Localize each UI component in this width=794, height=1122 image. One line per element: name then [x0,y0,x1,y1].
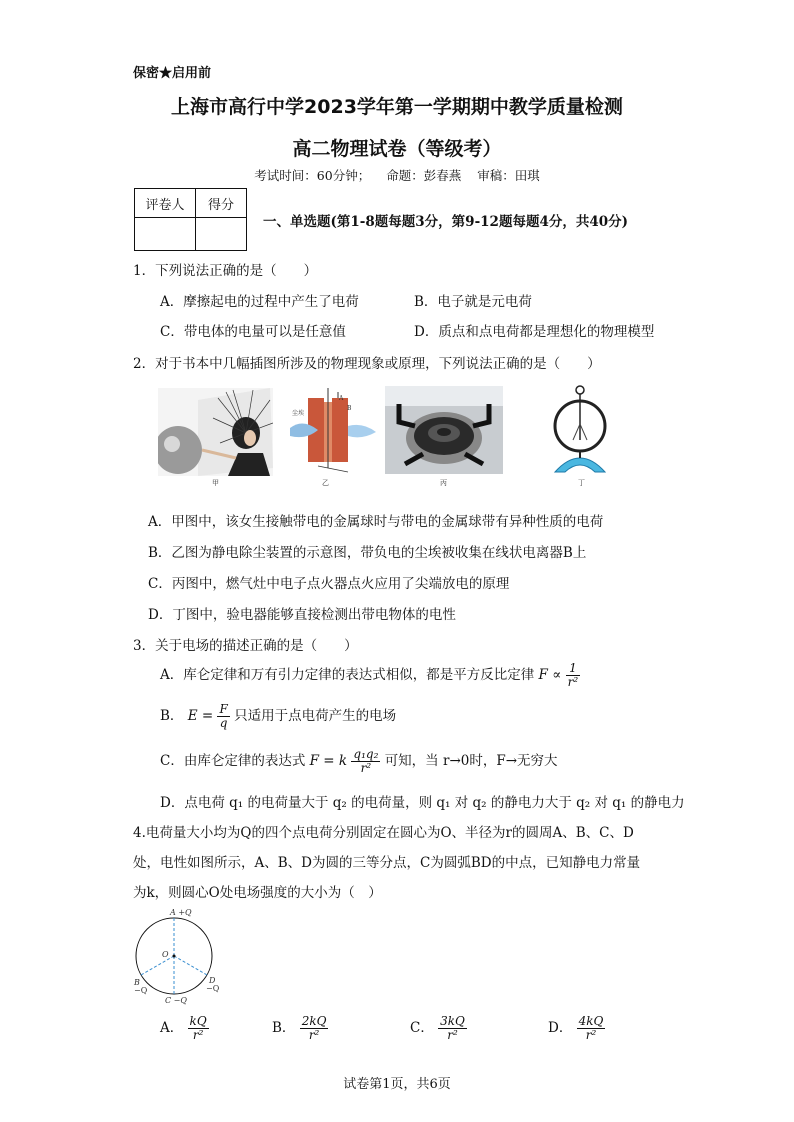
q3-option-c-text3: r→0时，F→无穷大 [442,753,558,769]
figure-yi-dust-label: 尘埃 [292,410,305,417]
exam-time: 考试时间：60分钟； [254,168,371,183]
q4-label-a: A +Q [170,908,192,917]
score-table-grader-cell[interactable] [135,218,196,251]
score-table-grader-header: 评卷人 [135,189,196,218]
q3-option-b[interactable]: B． E = $\frac{F}{q}$ 只适用于点电荷产生的电场 [160,702,397,730]
figure-yi-caption: 乙 [322,479,329,487]
q4-label-o: O [162,950,169,959]
score-table [134,188,247,251]
figure-yi-dust-collector [288,388,378,478]
page-footer: 试卷第1页，共6页 [343,1077,451,1092]
q4-option-b-num: 2kQ [301,1014,327,1028]
q3-option-d[interactable]: D．点电荷 q₁ 的电荷量大于 q₂ 的电荷量，则 q₁ 对 q₂ 的静电力大于 q₂ 对 q₁ 的静电力 [160,795,685,811]
score-table-score-cell[interactable] [196,218,247,251]
q1-stem: 1．下列说法正确的是（ ） [133,263,318,279]
q4-option-a-num: kQ [189,1014,207,1028]
q3-option-c-text1: C．由库仑定律的表达式 [160,753,306,769]
q4-stem-line1: 4.电荷量大小均为Q的四个点电荷分别固定在圆心为O、半径为r的圆周A、B、C、D [133,825,634,841]
q3-option-c[interactable]: C．由库仑定律的表达式 F = k $\frac{\text{q₁q₂}}{\text{r²}}$ 可知，当 r→0时，F→无穷大 [160,747,558,775]
q4-stem-line3: 为k，则圆心O处电场强度的大小为（ ） [133,885,382,901]
q3-option-c-fraction: $\frac{\text{q₁q₂}}{\text{r²}}$ [353,747,379,775]
section-heading: 一、单选题(第1-8题每题3分，第9-12题每题4分，共40分) [263,214,629,230]
q3-option-b-text: 只适用于点电荷产生的电场 [234,708,397,724]
figure-yi-plate-b-label: B [347,405,352,412]
q4-option-c[interactable] [410,1015,467,1042]
q4-option-a-den: r² [192,1028,204,1042]
q4-option-b-label: B． [272,1020,296,1036]
figure-jia-caption: 甲 [212,479,219,487]
q3-option-a-text: A．库仑定律和万有引力定律的表达式相似，都是平方反比定律 [160,667,535,683]
q4-option-a[interactable] [160,1015,209,1042]
q4-option-d[interactable] [548,1015,605,1042]
q1-option-d[interactable]: D．质点和点电荷都是理想化的物理模型 [414,324,655,340]
q4-label-d: D [209,976,216,985]
exam-author: 命题：彭春燕 [386,168,462,183]
q1-option-c[interactable]: C．带电体的电量可以是任意值 [160,324,346,340]
figure-bing-caption: 丙 [440,479,447,487]
confidential-mark: 保密★启用前 [133,66,212,81]
q3-option-a-formula: F ∝ [538,667,562,683]
q4-option-b-den: r² [308,1028,320,1042]
q4-option-a-label: A． [160,1020,184,1036]
q3-stem: 3．关于电场的描述正确的是（ ） [133,638,358,654]
q4-option-d-label: D． [548,1020,573,1036]
q4-option-c-label: C． [410,1020,434,1036]
q2-option-a[interactable]: A．甲图中，该女生接触带电的金属球时与带电的金属球带有异种性质的电荷 [148,514,604,530]
q4-label-d-charge: −Q [206,984,220,993]
q4-option-b[interactable] [272,1015,328,1042]
exam-meta [0,166,794,184]
q3-option-c-text2: 可知，当 [384,753,439,769]
figure-bing-gas-stove [385,386,503,474]
q2-option-d[interactable]: D．丁图中，验电器能够直接检测出带电物体的电性 [148,607,456,623]
q4-label-b: B [134,978,140,987]
q4-stem-line2: 处，电性如图所示，A、B、D为圆的三等分点，C为圆弧BD的中点，已知静电力常量 [133,855,641,871]
q4-option-c-num: 3kQ [440,1014,465,1028]
figure-ding-electroscope [545,384,615,476]
q4-label-c: C −Q [165,996,187,1005]
q3-option-a[interactable] [160,662,580,689]
exam-reviewer: 审稿：田琪 [477,168,540,183]
exam-subtitle: 高二物理试卷（等级考） [292,138,502,160]
q4-option-d-num: 4kQ [578,1014,604,1028]
q1-option-b[interactable]: B．电子就是元电荷 [414,294,532,310]
q4-option-c-den: r² [447,1028,458,1042]
q3-option-b-fraction: $\frac{F}{q}$ [219,702,228,730]
q3-option-a-fraction: $\frac{1}{\text{r²}}$ [567,661,579,689]
figure-yi-plate-a-label: A [339,395,344,402]
q4-label-b-charge: −Q [134,986,148,995]
q4-option-d-den: r² [585,1028,597,1042]
figure-jia-hair-static [158,388,273,476]
score-table-score-header: 得分 [196,189,247,218]
q2-option-b[interactable]: B．乙图为静电除尘装置的示意图，带负电的尘埃被收集在线状电离器B上 [148,545,587,561]
q2-stem: 2．对于书本中几幅插图所涉及的物理现象或原理，下列说法正确的是（ ） [133,356,601,372]
q1-option-a[interactable]: A．摩擦起电的过程中产生了电荷 [160,294,359,310]
exam-title: 上海市高行中学2023学年第一学期期中教学质量检测 [171,96,623,118]
q2-option-c[interactable]: C．丙图中，燃气灶中电子点火器点火应用了尖端放电的原理 [148,576,510,592]
figure-ding-caption: 丁 [578,479,585,487]
